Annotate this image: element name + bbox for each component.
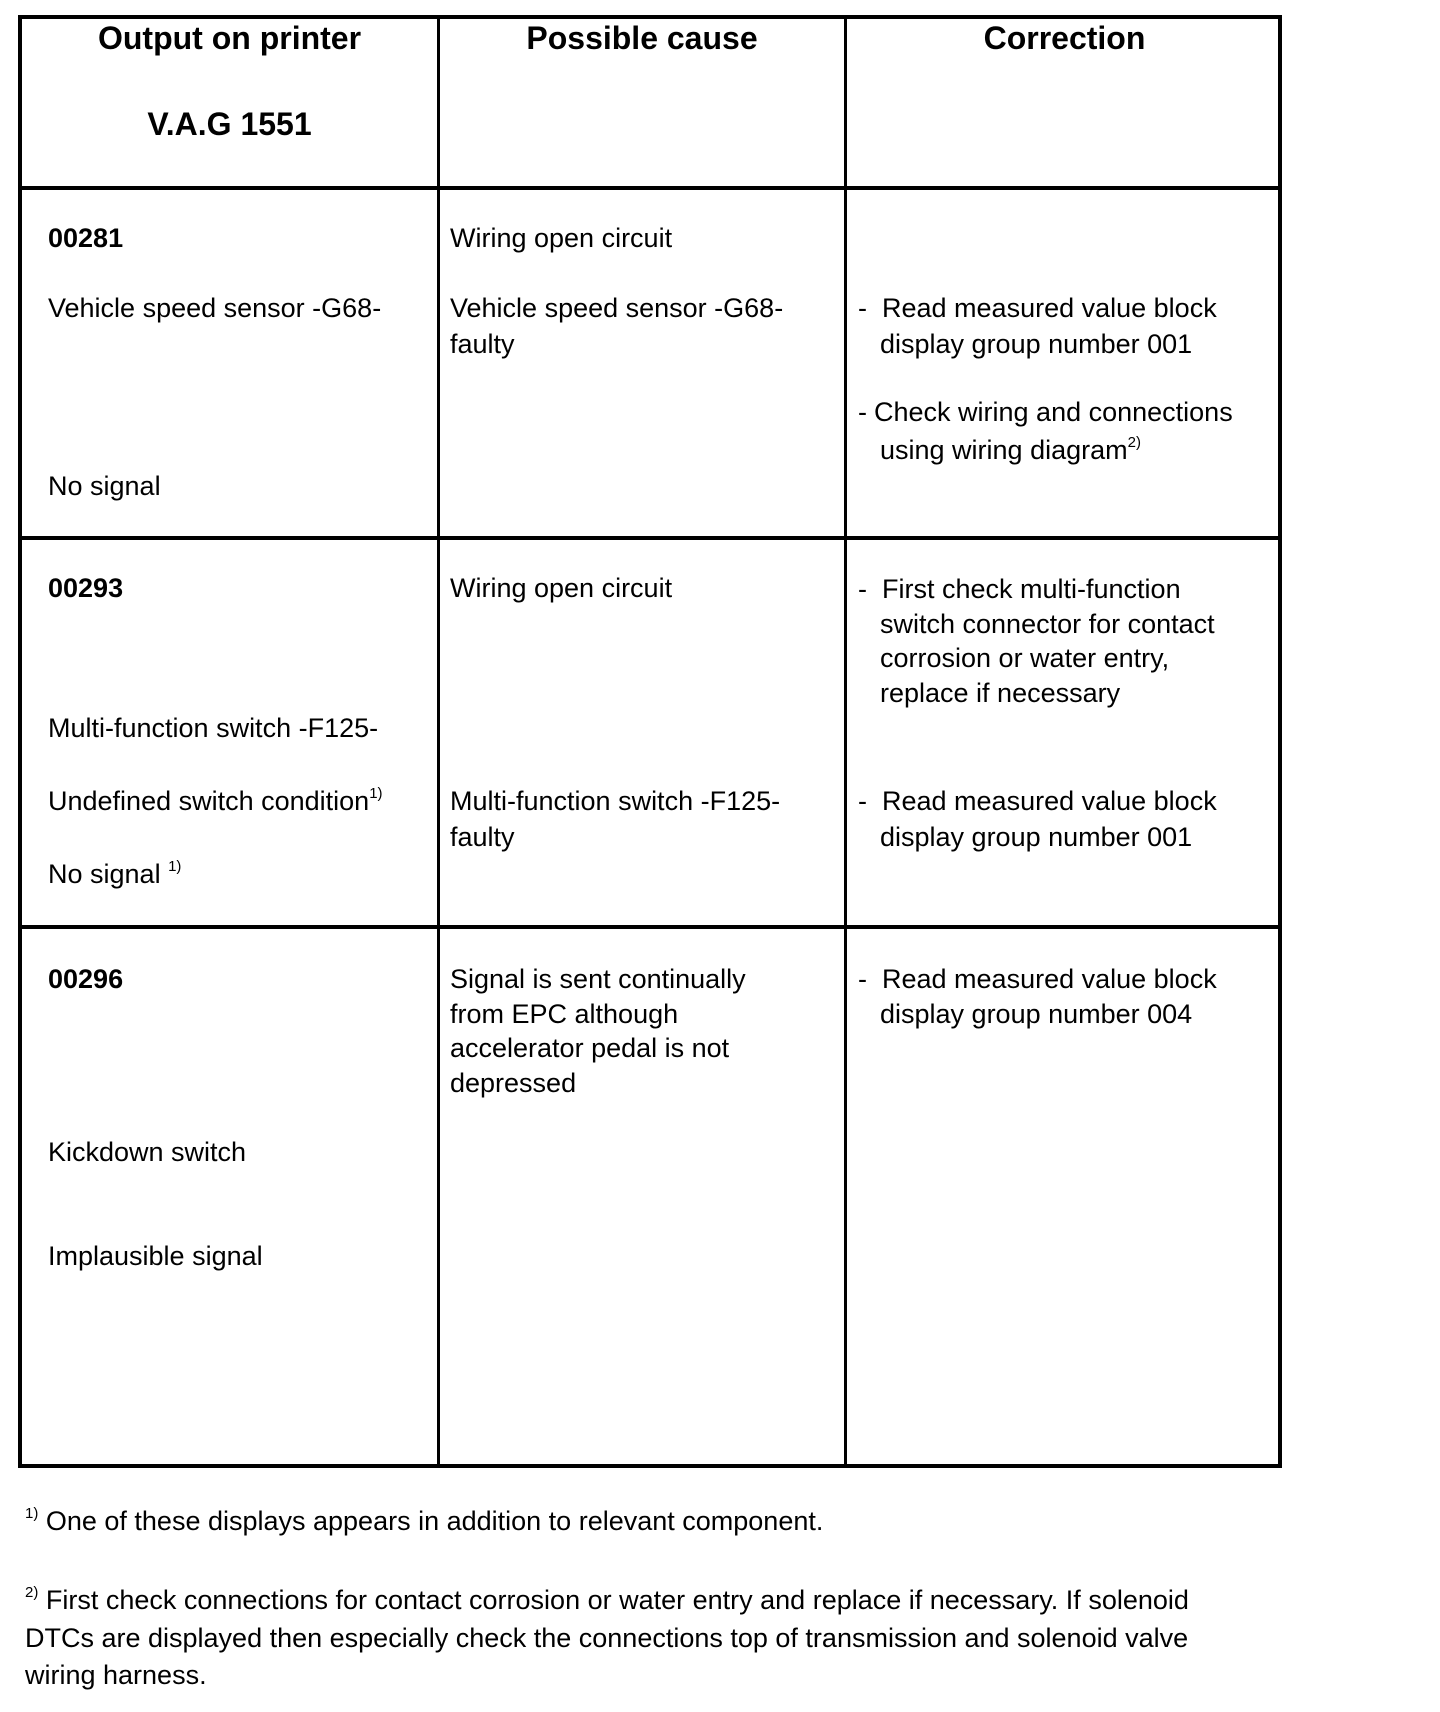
correction-line: display group number 004 [880,999,1193,1029]
cause-line: from EPC although [450,999,679,1029]
fault-condition [48,782,383,820]
correction-line: display group number 001 [880,822,1193,852]
cause-line: faulty [450,329,515,359]
row-divider [22,925,1278,929]
fault-component: Vehicle speed sensor -G68- [48,293,382,323]
footnote-text: First check connections for contact corrosion or water entry and replace if necessary. If solenoid [45,1585,1189,1615]
correction-line: Read measured value block [882,964,1217,994]
correction-line: switch connector for contact [880,609,1215,639]
header-correction: Correction [983,20,1146,56]
column-divider [844,19,847,1464]
cause-line: Wiring open circuit [450,223,673,253]
cause-line: faulty [450,822,515,852]
correction-line: corrosion or water entry, [880,643,1170,673]
fault-condition: Implausible signal [48,1241,263,1271]
correction-dash: - [858,293,867,323]
correction-text: using wiring diagram [880,435,1128,465]
correction-line: display group number 001 [880,329,1193,359]
footnote-2-line-3: wiring harness. [25,1660,207,1690]
condition-text: No signal [48,859,161,889]
header-output: Output on printer [97,20,362,56]
footnote-mark: 2) [25,1584,39,1601]
cause-line: Wiring open circuit [450,573,673,603]
column-divider [437,19,440,1464]
correction-line: replace if necessary [880,678,1121,708]
header-output-device: V.A.G 1551 [147,106,312,142]
footnote-text: One of these displays appears in addition to relevant component. [45,1506,824,1536]
fault-code: 00296 [48,964,124,994]
fault-condition [48,855,181,893]
fault-code: 00293 [48,573,124,603]
correction-line: Check wiring and connections [874,397,1233,427]
footnote-ref: 1) [168,858,182,875]
header-possible-cause: Possible cause [526,20,758,56]
cause-line: Vehicle speed sensor -G68- [450,293,784,323]
footnote-ref: 1) [369,785,383,802]
fault-code: 00281 [48,223,124,253]
correction-dash: - [858,964,867,994]
correction-line [880,431,1141,469]
condition-text: Undefined switch condition [48,786,370,816]
correction-dash: - [858,574,867,604]
correction-line: Read measured value block [882,293,1217,323]
row-divider [22,536,1278,540]
fault-code-table [18,15,1282,1468]
footnote-2 [25,1581,1189,1619]
correction-dash: - [858,786,867,816]
correction-dash: - [858,397,867,427]
correction-line: First check multi-function [882,574,1181,604]
fault-component: Kickdown switch [48,1137,247,1167]
cause-line: Multi-function switch -F125- [450,786,781,816]
footnote-ref: 2) [1127,434,1141,451]
footnote-1 [25,1502,823,1540]
cause-line: accelerator pedal is not [450,1033,730,1063]
footnote-2-line-2: DTCs are displayed then especially check the connections top of transmission and solenoid valve [25,1623,1189,1653]
fault-component: Multi-function switch -F125- [48,713,379,743]
cause-line: depressed [450,1068,577,1098]
cause-line: Signal is sent continually [450,964,746,994]
fault-condition: No signal [48,471,161,501]
correction-line: Read measured value block [882,786,1217,816]
footnote-mark: 1) [25,1505,39,1522]
row-divider [22,186,1278,190]
